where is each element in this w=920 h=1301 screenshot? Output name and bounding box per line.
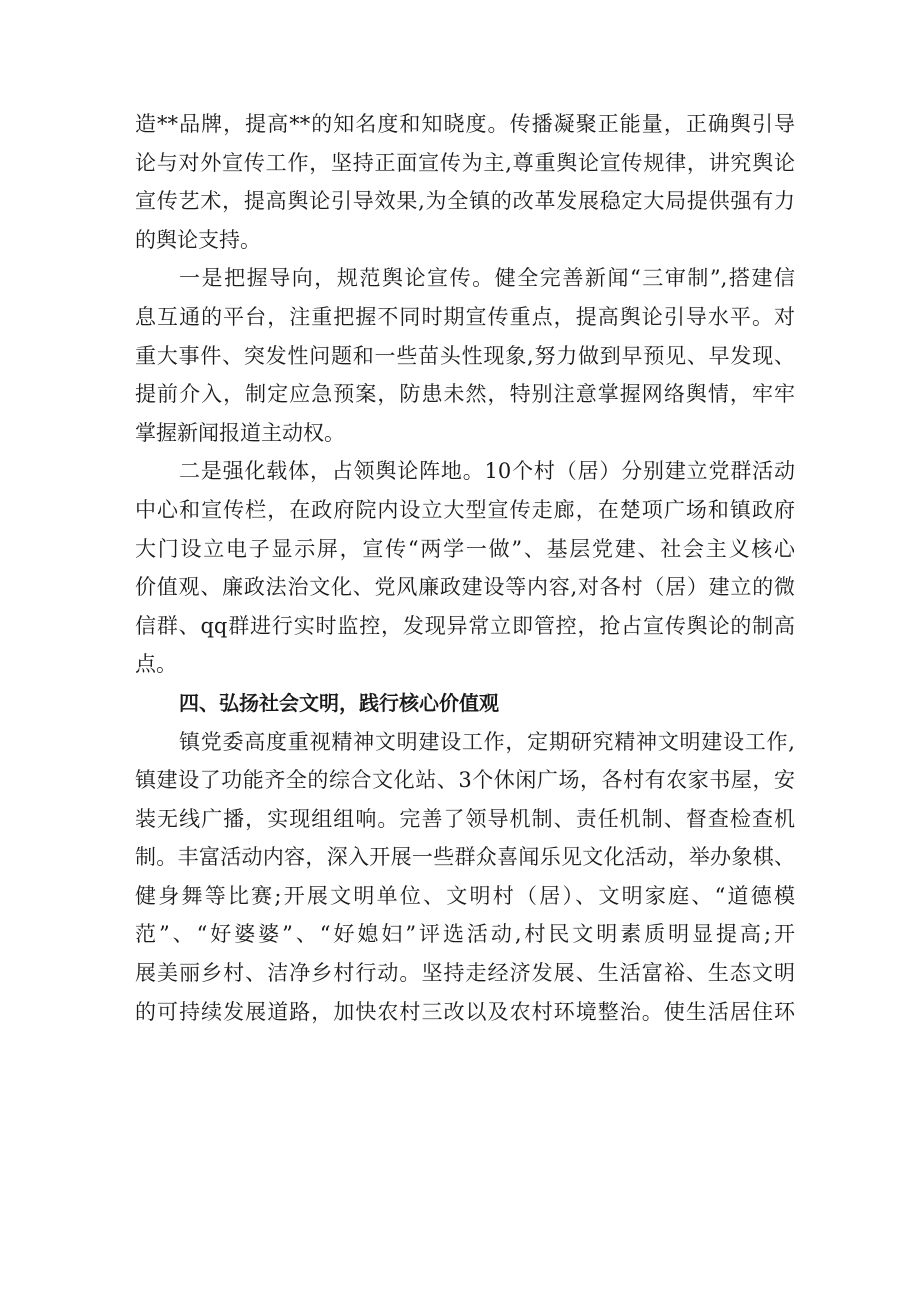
text-line: 信群、qq群进行实时监控，发现异常立即管控，抢占宣传舆论的制高 <box>135 613 795 638</box>
text-line: 掌握新闻报道主动权。 <box>135 420 345 445</box>
text-line: 的舆论支持。 <box>135 227 261 252</box>
text-line: 大门设立电子显示屏，宣传“两学一做”、基层党建、社会主义核心 <box>135 536 795 561</box>
text-line: 中心和宣传栏，在政府院内设立大型宣传走廊，在楚项广场和镇政府 <box>135 497 795 522</box>
text-line: 二是强化载体，占领舆论阵地。10个村（居）分别建立党群活动 <box>179 459 795 484</box>
text-line: 息互通的平台，注重把握不同时期宣传重点，提高舆论引导水平。对 <box>135 304 795 329</box>
text-line: 宣传艺术，提高舆论引导效果,为全镇的改革发展稳定大局提供强有力 <box>135 189 795 214</box>
text-line: 造**品牌，提高**的知名度和知晓度。传播凝聚正能量，正确舆引导 <box>135 112 795 136</box>
text-line: 重大事件、突发性问题和一些苗头性现象,努力做到早预见、早发现、 <box>135 343 795 368</box>
text-line: 范”、“好婆婆”、“好媳妇”评选活动,村民文明素质明显提高;开 <box>135 922 795 947</box>
paragraph-point-two <box>135 452 795 684</box>
paragraph-point-one <box>135 259 795 452</box>
text-line: 的可持续发展道路，加快农村三改以及农村环境整治。使生活居住环 <box>135 999 795 1024</box>
text-line: 论与对外宣传工作，坚持正面宣传为主,尊重舆论宣传规律，讲究舆论 <box>135 150 795 175</box>
section-heading: 四、弘扬社会文明，践行核心价值观 <box>179 690 499 715</box>
text-line: 展美丽乡村、洁净乡村行动。坚持走经济发展、生活富裕、生态文明 <box>135 961 795 986</box>
text-line: 装无线广播，实现组组响。完善了领导机制、责任机制、督查检查机 <box>135 806 795 831</box>
text-line: 提前介入，制定应急预案，防患未然，特别注意掌握网络舆情，牢牢 <box>135 382 795 407</box>
paragraph-propaganda-continuation <box>135 105 795 259</box>
text-line: 健身舞等比赛;开展文明单位、文明村（居）、文明家庭、“道德模 <box>135 883 795 908</box>
text-line: 点。 <box>135 652 177 677</box>
text-line: 制。丰富活动内容，深入开展一些群众喜闻乐见文化活动，举办象棋、 <box>135 845 795 870</box>
text-line: 价值观、廉政法治文化、党风廉政建设等内容,对各村（居）建立的微 <box>135 575 795 600</box>
text-line: 镇建设了功能齐全的综合文化站、3个休闲广场，各村有农家书屋，安 <box>135 768 795 793</box>
paragraph-section-four <box>135 723 795 1032</box>
text-line: 镇党委高度重视精神文明建设工作，定期研究精神文明建设工作, <box>179 729 795 754</box>
text-line: 一是把握导向，规范舆论宣传。健全完善新闻“三审制”,搭建信 <box>179 266 795 291</box>
document-body <box>135 105 795 1031</box>
